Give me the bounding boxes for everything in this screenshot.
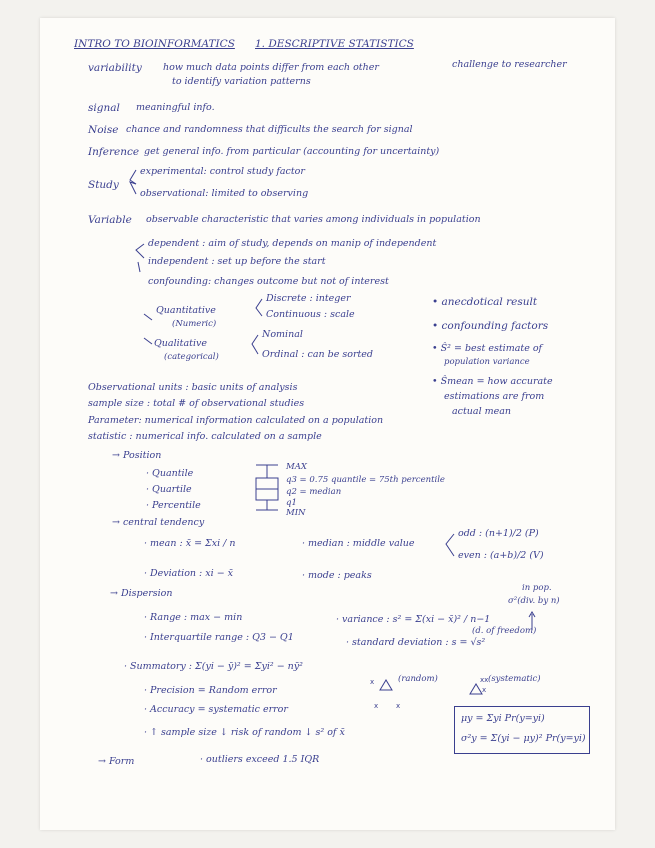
disp-iqr: · Interquartile range : Q3 − Q1 xyxy=(144,632,294,643)
study-observational: observational: limited to observing xyxy=(140,188,309,199)
disp-precision: · Precision = Random error xyxy=(144,685,277,696)
type-quantitative-sub: (Numeric) xyxy=(172,319,217,329)
svg-text:x: x xyxy=(374,702,379,710)
svg-text:xx: xx xyxy=(480,676,489,684)
ct-mean: · mean : x̄ = Σxi / n xyxy=(144,538,236,549)
def-variability: how much data points differ from each other xyxy=(163,62,379,73)
def-sample-size: sample size : total # of observational studies xyxy=(88,398,305,409)
heading-central-tendency: → central tendency xyxy=(112,517,205,528)
term-variable: Variable xyxy=(88,214,132,226)
qual-nominal: Nominal xyxy=(262,329,303,340)
qual-ordinal: Ordinal : can be sorted xyxy=(262,349,374,360)
box-plot-icon xyxy=(256,465,278,510)
side-note-smean-b: estimations are from xyxy=(444,391,545,402)
course-title: INTRO TO BIOINFORMATICS xyxy=(74,38,235,50)
disp-sd: · standard deviation : s = √s² xyxy=(346,637,486,648)
heading-form: → Form xyxy=(98,756,135,767)
type-quantitative: Quantitative xyxy=(156,305,216,316)
chapter-title: 1. DESCRIPTIVE STATISTICS xyxy=(255,38,414,50)
side-note-smean: • Ŝmean = how accurate xyxy=(432,376,553,387)
type-qualitative-sub: (categorical) xyxy=(164,352,219,362)
disp-variance-note: (d. of freedom) xyxy=(472,626,537,636)
box-q2: q2 = median xyxy=(286,487,342,497)
heading-position: → Position xyxy=(112,450,162,461)
term-signal: signal xyxy=(88,102,120,114)
study-experimental: experimental: control study factor xyxy=(140,166,305,177)
type-qualitative: Qualitative xyxy=(154,338,207,349)
side-note-s2: • Ŝ² = best estimate of xyxy=(432,343,543,354)
ct-median: · median : middle value xyxy=(302,538,415,549)
box-q1: q1 xyxy=(286,498,297,508)
disp-accuracy: · Accuracy = systematic error xyxy=(144,704,288,715)
side-note-smean-c: actual mean xyxy=(452,406,512,417)
pos-percentile: · Percentile xyxy=(146,500,201,511)
box-min: MIN xyxy=(286,508,306,518)
box-q3: q3 = 0.75 quantile = 75th percentile xyxy=(286,475,445,485)
def-parameter: Parameter: numerical information calculated on a population xyxy=(88,415,384,426)
def-statistic: statistic : numerical info. calculated on a sample xyxy=(88,431,322,442)
def-signal: meaningful info. xyxy=(136,102,215,113)
target-systematic-label: (systematic) xyxy=(488,674,541,684)
svg-text:x: x xyxy=(482,686,487,694)
ct-deviation: · Deviation : xi − x̄ xyxy=(144,568,234,579)
term-variability: variability xyxy=(88,62,142,74)
pos-quantile: · Quantile xyxy=(146,468,194,479)
formula-mu: μy = Σyi Pr(y=yi) xyxy=(461,713,545,724)
target-systematic-icon xyxy=(470,676,488,694)
disp-sigma-div: σ²(div. by n) xyxy=(508,596,560,606)
variable-dependent: dependent : aim of study, depends on manip of independent xyxy=(148,238,437,249)
variable-independent: independent : set up before the start xyxy=(148,256,326,267)
quant-discrete: Discrete : integer xyxy=(266,293,351,304)
qual-brace xyxy=(252,335,258,354)
disp-sample-size-effect: · ↑ sample size ↓ risk of random ↓ s² of x̄ xyxy=(144,727,345,738)
def-variability-2: to identify variation patterns xyxy=(172,76,311,87)
notebook-page xyxy=(40,18,615,830)
side-note-anecdotal: • anecdotical result xyxy=(432,296,538,308)
disp-range: · Range : max − min xyxy=(144,612,243,623)
disp-summatory: · Summatory : Σ(yi − ȳ)² = Σyi² − nȳ² xyxy=(124,661,303,672)
side-note-s2-b: population variance xyxy=(444,357,530,367)
term-study: Study xyxy=(88,179,119,191)
def-variability-challenge: challenge to researcher xyxy=(452,59,567,70)
quant-brace xyxy=(256,299,262,316)
term-noise: Noise xyxy=(88,124,119,136)
box-max: MAX xyxy=(286,462,307,472)
def-variable: observable characteristic that varies among individuals in population xyxy=(146,214,481,225)
pos-quartile: · Quartile xyxy=(146,484,192,495)
def-obs-units: Observational units : basic units of analysis xyxy=(88,382,298,393)
formula-sigma-y: σ²y = Σ(yi − μy)² Pr(y=yi) xyxy=(461,733,586,744)
variable-confounding: confounding: changes outcome but not of interest xyxy=(148,276,389,287)
term-inference: Inference xyxy=(88,146,140,158)
ct-median-odd: odd : (n+1)/2 (P) xyxy=(458,528,539,539)
ct-mode: · mode : peaks xyxy=(302,570,372,581)
quant-continuous: Continuous : scale xyxy=(266,309,355,320)
heading-dispersion: → Dispersion xyxy=(110,588,173,599)
disp-variance: · variance : s² = Σ(xi − x̄)² / n−1 xyxy=(336,614,491,625)
median-brace xyxy=(446,534,454,556)
disp-in-pop: in pop. xyxy=(522,583,552,593)
target-random-label: (random) xyxy=(398,674,438,684)
variable-brace xyxy=(136,244,144,258)
handwritten-strokes xyxy=(40,18,615,830)
def-noise: chance and randomness that difficults the search for signal xyxy=(126,124,413,135)
form-outliers: · outliers exceed 1.5 IQR xyxy=(200,754,320,765)
def-inference: get general info. from particular (accounting for uncertainty) xyxy=(144,146,440,157)
side-note-confounding: • confounding factors xyxy=(432,320,549,332)
ct-median-even: even : (a+b)/2 (V) xyxy=(458,550,544,561)
svg-text:x: x xyxy=(370,678,375,686)
target-random-icon xyxy=(370,678,400,710)
svg-text:x: x xyxy=(396,702,401,710)
